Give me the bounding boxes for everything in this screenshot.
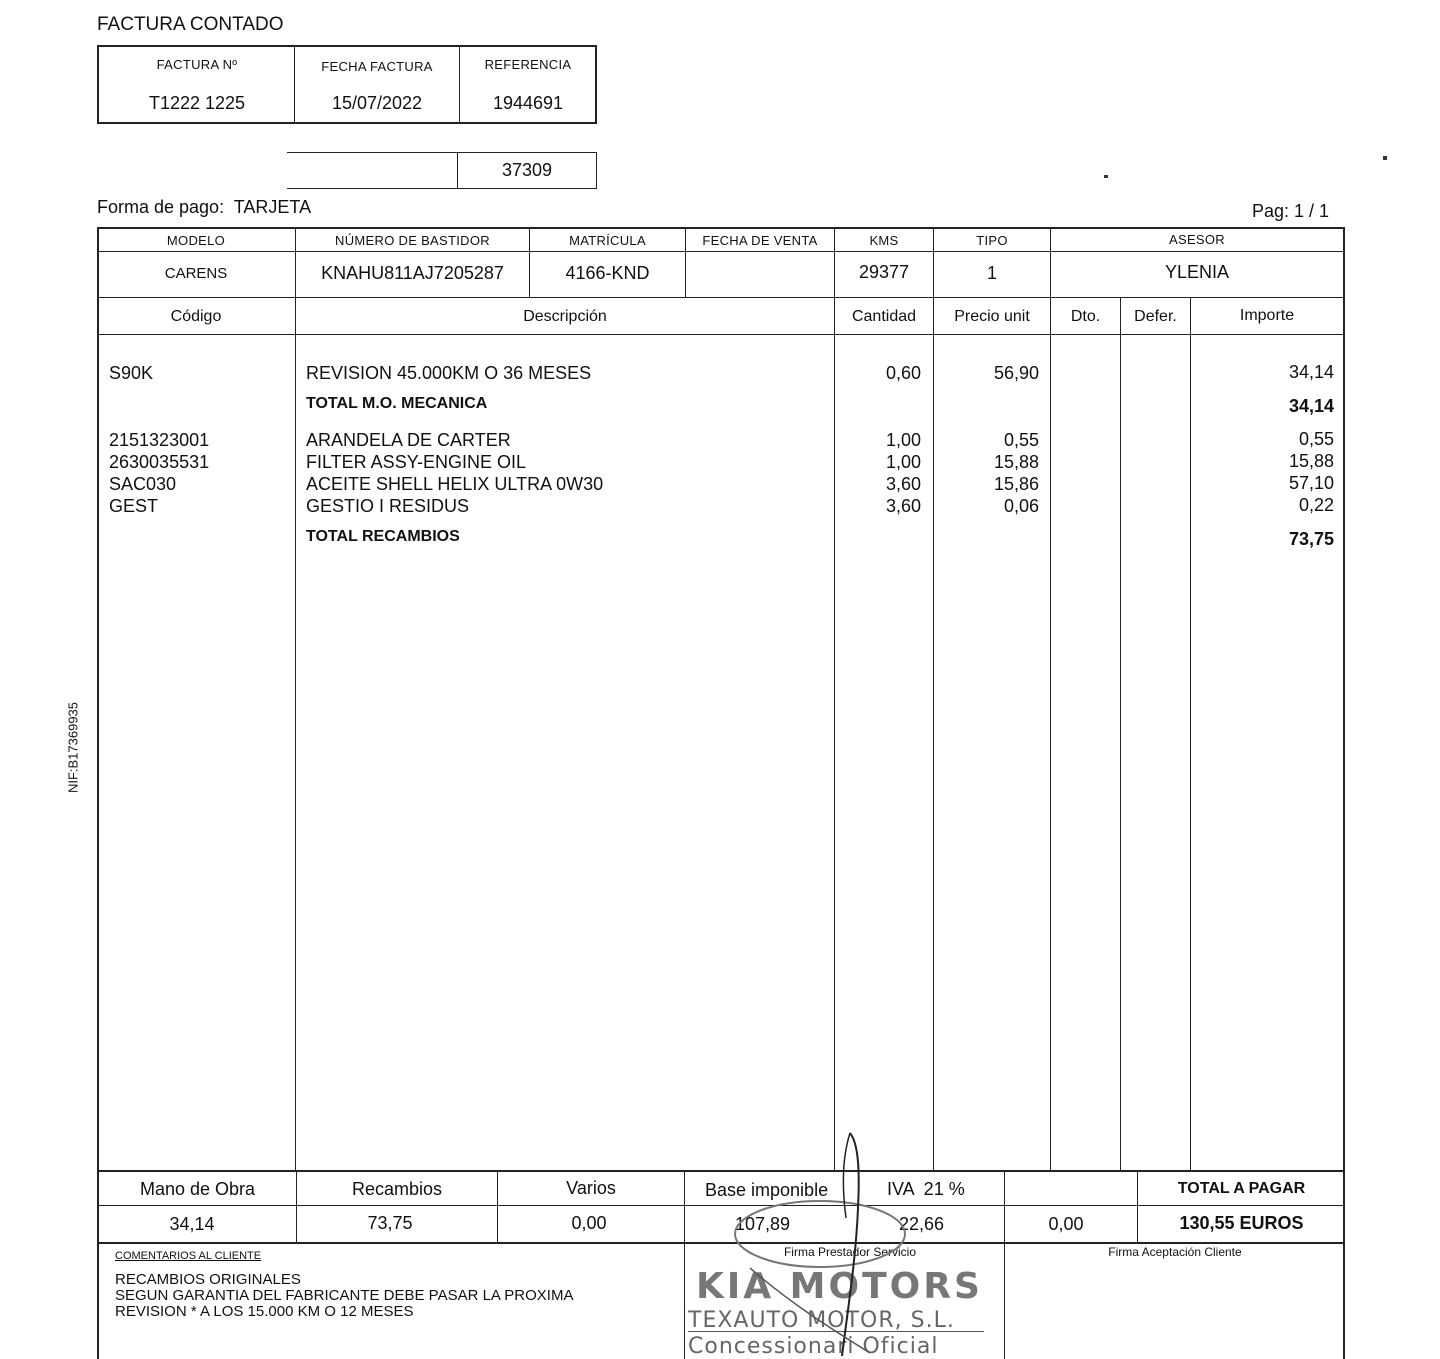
invoice-date-label: FECHA FACTURA (321, 59, 433, 74)
total-label-base: Base imponible (705, 1180, 829, 1200)
line-code: 2151323001 (109, 430, 210, 450)
total-value-base: 107,89 (735, 1214, 791, 1234)
page-indicator: Pag: 1 / 1 (1252, 201, 1330, 221)
line-amount: 0,55 (1298, 429, 1334, 449)
scan-speck (1104, 175, 1108, 178)
provider-signature-label: Firma Prestador Servicio (783, 1245, 917, 1259)
comment-line: SEGUN GARANTIA DEL FABRICANTE DEBE PASAR LA PROXIMA (115, 1287, 574, 1304)
line-description: GESTIO I RESIDUS (306, 496, 470, 516)
client-code-value: 37309 (501, 160, 553, 180)
line-unit-price: 0,06 (1003, 496, 1039, 516)
comment-line: REVISION * A LOS 15.000 KM O 12 MESES (115, 1303, 414, 1320)
col-header-precio: Precio unit (954, 308, 1030, 325)
vehicle-header-modelo: MODELO (166, 233, 226, 248)
comments-block (115, 1272, 573, 1320)
total-value-pagar: 130,55 EUROS (1179, 1213, 1304, 1233)
vehicle-header-asesor: ASESOR (1169, 232, 1225, 247)
line-description: ARANDELA DE CARTER (306, 430, 511, 450)
vehicle-vin: KNAHU811AJ7205287 (321, 263, 504, 283)
line-unit-price: 0,55 (1003, 430, 1039, 450)
comment-line: RECAMBIOS ORIGINALES (115, 1271, 301, 1288)
line-unit-price: 56,90 (993, 363, 1039, 383)
total-value-recambios: 73,75 (367, 1213, 413, 1233)
stamp-oval (735, 1201, 905, 1267)
payment-label: Forma de pago: (97, 197, 225, 217)
invoice-number-label: FACTURA Nº (156, 57, 238, 72)
vehicle-header-tipo: TIPO (976, 233, 1008, 248)
vehicle-type: 1 (986, 263, 997, 283)
total-label-recambios: Recambios (351, 1179, 443, 1199)
line-code: S90K (109, 363, 154, 383)
reference-value: 1944691 (492, 93, 564, 113)
line-amount: 15,88 (1288, 451, 1334, 471)
vehicle-header-matricula: MATRÍCULA (569, 233, 646, 248)
line-description: FILTER ASSY-ENGINE OIL (306, 452, 527, 472)
side-nif: NIF:B17369935 (65, 701, 81, 794)
total-value-varios: 0,00 (571, 1213, 607, 1233)
subtotal-label: TOTAL M.O. MECANICA (306, 395, 488, 412)
line-quantity: 1,00 (885, 452, 921, 472)
line-quantity: 1,00 (885, 430, 921, 450)
col-header-importe: Importe (1239, 307, 1295, 324)
line-quantity: 3,60 (885, 474, 921, 494)
line-code: 2630035531 (109, 452, 210, 472)
stamp-brand: KIA MOTORS (696, 1266, 983, 1307)
vehicle-header-bastidor: NÚMERO DE BASTIDOR (335, 233, 490, 248)
total-label-varios: Varios (566, 1178, 616, 1198)
client-signature-label: Firma Aceptación Cliente (1108, 1245, 1242, 1259)
line-quantity: 3,60 (885, 496, 921, 516)
col-header-dto: Dto. (1070, 308, 1101, 325)
payment-method (97, 197, 311, 218)
invoice-header-box (97, 45, 597, 124)
line-description: REVISION 45.000KM O 36 MESES (306, 363, 592, 383)
scan-speck (1383, 156, 1387, 160)
line-amount: 34,14 (1288, 362, 1334, 382)
invoice-number-value: T1222 1225 (148, 93, 246, 113)
vehicle-model: CARENS (164, 265, 228, 282)
reference-label: REFERENCIA (484, 57, 572, 72)
line-description: ACEITE SHELL HELIX ULTRA 0W30 (306, 474, 604, 494)
subtotal-amount: 34,14 (1288, 396, 1334, 416)
line-unit-price: 15,88 (993, 452, 1039, 472)
payment-value: TARJETA (233, 197, 312, 217)
line-amount: 0,22 (1298, 495, 1334, 515)
line-amount: 57,10 (1288, 473, 1334, 493)
col-header-codigo: Código (170, 308, 222, 325)
vehicle-header-kms: KMS (869, 233, 899, 248)
total-value-other: 0,00 (1048, 1214, 1084, 1234)
signature-stroke (843, 1133, 850, 1218)
total-value-mano-obra: 34,14 (169, 1214, 215, 1234)
vehicle-header-fecha-venta: FECHA DE VENTA (702, 233, 818, 248)
line-code: SAC030 (109, 474, 177, 494)
total-label-pagar: TOTAL A PAGAR (1177, 1180, 1306, 1197)
col-header-defer: Defer. (1134, 308, 1177, 325)
total-label-iva: IVA 21 % (887, 1179, 965, 1199)
signature-stamp-graphic (730, 1128, 930, 1359)
line-unit-price: 15,86 (993, 474, 1039, 494)
document-title: FACTURA CONTADO (97, 14, 284, 35)
line-code: GEST (109, 496, 159, 516)
subtotal-amount: 73,75 (1288, 529, 1334, 549)
col-header-cantidad: Cantidad (851, 308, 917, 325)
vehicle-kms: 29377 (858, 262, 910, 282)
stamp-dealer: Concessionari Oficial (688, 1334, 939, 1359)
col-header-descripcion: Descripción (523, 308, 607, 325)
vehicle-advisor: YLENIA (1164, 262, 1230, 282)
stamp-company: TEXAUTO MOTOR, S.L. (688, 1308, 955, 1333)
invoice-date-value: 15/07/2022 (331, 93, 423, 113)
subtotal-label: TOTAL RECAMBIOS (306, 528, 460, 545)
comments-title: COMENTARIOS AL CLIENTE (115, 1250, 262, 1262)
total-value-iva: 22,66 (899, 1214, 945, 1234)
total-label-mano-obra: Mano de Obra (139, 1179, 256, 1199)
vehicle-plate: 4166-KND (565, 263, 650, 283)
line-quantity: 0,60 (885, 363, 921, 383)
